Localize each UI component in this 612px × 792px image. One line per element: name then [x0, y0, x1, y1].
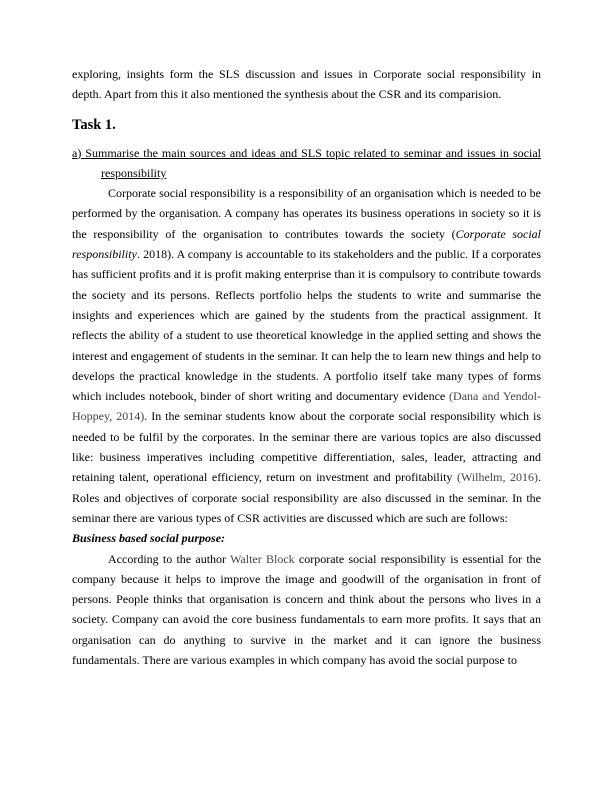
section-a-title: a) Summarise the main sources and ideas and SLS topic related to seminar and issues in social responsibility: [72, 145, 541, 180]
section-a-text-4: . Roles and objectives of corporate social responsibility are also discussed in the seminar. In the seminar there are various types of CSR activities are discussed which are such are follows:: [72, 470, 541, 525]
section-a-text-1: Corporate social responsibility is a responsibility of an organisation which is needed to be performed by the organisation. A company has operates its business operations in society so it is the responsibility of the organisation to contributes towards the society (: [72, 186, 541, 241]
page-content: [72, 64, 541, 670]
section-a-text-2: . 2018). A company is accountable to its stakeholders and the public. If a corporates has sufficient profits and it is profit making enterprise than it is compulsory to contribute towards the society and its persons. Reflects portfolio helps the students to write and summarise the insights and experiences which are gained by the students from the practical assignment. It reflects the ability of a student to use theoretical knowledge in the applied setting and shows the interest and engagement of students in the seminar. It can help the to learn new things and help to develops the practical knowledge in the students. A portfolio itself take many types of forms which includes notebook, binder of short writing and documentary evidence: [72, 247, 541, 404]
section-a-paragraph: [72, 183, 541, 528]
intro-paragraph: exploring, insights form the SLS discussion and issues in Corporate social responsibility in depth. Apart from this it also mentioned the synthesis about the CSR and its comparision.: [72, 67, 541, 102]
section-a-text-3: . In the seminar students know about the corporate social responsibility which is needed to be fulfil by the corporates. In the seminar there are various topics are also discussed like: business imperatives including competitive differentiation, sales, leader, attracting and retaining talent, operational efficiency, return on investment and profitability: [72, 409, 541, 485]
business-purpose-text-2: corporate social responsibility is essential for the company because it helps to improve the image and goodwill of the organisation in front of persons. People thinks that organisation is concern and think about the persons who lives in a society. Company can avoid the core business fundamentals to earn more profits. It says that an organisation can do anything to survive in the market and it can ignore the business fundamentals. There are various examples in which company has avoid the social purpose to: [72, 551, 541, 668]
citation-italic: Corporate social responsibility: [72, 226, 542, 262]
business-purpose-heading: Business based social purpose:: [72, 531, 226, 546]
author-name: Walter Block: [230, 551, 295, 566]
business-purpose-text-1: According to the author: [108, 551, 231, 566]
task-heading: Task 1.: [72, 116, 116, 133]
citation-dana: (Dana and Yendol-Hoppey, 2014): [72, 389, 541, 424]
business-purpose-paragraph: [72, 549, 541, 671]
citation-wilhelm: (Wilhelm, 2016): [456, 470, 538, 485]
